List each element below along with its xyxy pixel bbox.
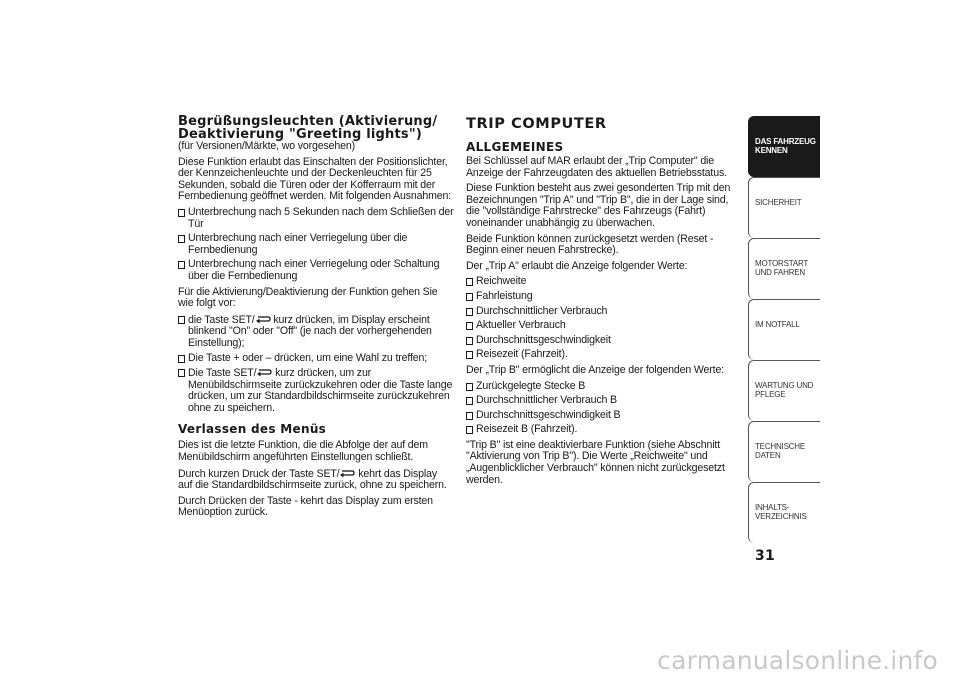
list-item: [178, 367, 454, 414]
step-text: Die Taste SET/: [188, 367, 257, 380]
list-item: [178, 314, 454, 350]
tab-inhaltsverzeichnis[interactable]: INHALTS- VERZEICHNIS: [748, 482, 820, 543]
greeting-intro: Diese Funktion erlaubt das Einschalten der Positionslichter, der Kennzeichenleuchte und der Deckenleuchten für 25 Sekunden, sobald die Türen oder der Kofferraum mit der Fernbedienung geöffnet werden. Mit folgenden Ausnahmen:: [178, 155, 452, 203]
chapter-tabs: [748, 116, 820, 543]
list-item: Unterbrechung nach einer Verriegelung über die Fernbedienung: [178, 233, 454, 256]
tab-das-fahrzeug-kennen[interactable]: DAS FAHRZEUG KENNEN: [748, 116, 820, 177]
list-item: Durchschnittlicher Verbrauch: [466, 306, 742, 318]
activation-intro: Für die Aktivierung/Deaktivierung der Funktion gehen Sie wie folgt vor:: [178, 285, 438, 310]
list-item: Aktueller Verbrauch: [466, 320, 742, 332]
list-item: Reisezeit (Fahrzeit).: [466, 349, 742, 361]
tab-motorstart-und-fahren[interactable]: MOTORSTART UND FAHREN: [748, 238, 820, 299]
paragraph: Diese Funktion besteht aus zwei gesonderten Trip mit den Bezeichnungen "Trip A" und "Trip B", die in der Lage sind, die "vollständige Fahrstrecke" des Fahrzeugs (Fahrt) voneinander unabhängig zu überwachen.: [466, 182, 731, 229]
list-item: Zurückgelegte Stecke B: [466, 381, 742, 393]
list-item: Durchschnittlicher Verbrauch B: [466, 395, 742, 407]
list-item: Durchschnittsgeschwindigkeit: [466, 335, 742, 347]
tab-im-notfall[interactable]: IM NOTFALL: [748, 299, 820, 360]
exit-text: Durch kurzen Druck der Taste SET/: [178, 467, 340, 480]
greeting-lights-heading: Begrüßungsleuchten (Aktivierung/ Deaktivierung "Greeting lights"): [178, 114, 438, 142]
tab-sicherheit[interactable]: SICHERHEIT: [748, 177, 820, 238]
exit-paragraph: Dies ist die letzte Funktion, die die Abfolge der auf dem Menübildschirm angeführten Einstellungen schließt.: [178, 439, 428, 464]
trip-b-list: [466, 381, 742, 436]
list-item: Unterbrechung nach 5 Sekunden nach dem Schließen der Tür: [178, 207, 454, 230]
step-text: die Taste SET/: [188, 313, 255, 326]
right-column: [466, 116, 742, 490]
list-item: Reisezeit B (Fahrzeit).: [466, 424, 742, 436]
list-item: Reichweite: [466, 276, 742, 288]
trip-computer-heading: TRIP COMPUTER: [466, 116, 607, 132]
return-arrow-icon: [256, 367, 272, 377]
activation-steps: [178, 314, 454, 415]
return-arrow-icon: [255, 314, 271, 324]
step-text: kurz drücken, um zur Menübildschirmseite zurückzukehren oder die Taste lange drücken, um zur Standardbildschirmseite zurückzukehren ohne zu speichern.: [188, 367, 453, 414]
list-item: Die Taste + oder – drücken, um eine Wahl zu treffen;: [178, 353, 454, 365]
trip-b-note: "Trip B" ist eine deaktivierbare Funktion (siehe Abschnitt "Aktivierung von Trip B"). Die Werte „Reichweite" und „Augenblicklicher Verbrauch" können nicht zurückgesetzt werden.: [466, 438, 725, 486]
trip-b-intro: Der „Trip B" ermöglicht die Anzeige der folgenden Werte:: [466, 363, 724, 376]
list-item: Fahrleistung: [466, 291, 742, 303]
exit-paragraph: [178, 468, 454, 492]
tab-technische-daten[interactable]: TECHNISCHE DATEN: [748, 421, 820, 482]
paragraph: Beide Funktion können zurückgesetzt werden (Reset - Beginn einer neuen Fahrstrecke).: [466, 232, 714, 257]
return-arrow-icon: [339, 468, 355, 478]
general-heading: ALLGEMEINES: [466, 140, 564, 154]
trip-a-list: [466, 276, 742, 361]
trip-a-intro: Der „Trip A" erlaubt die Anzeige folgender Werte:: [466, 259, 688, 272]
tab-wartung-und-pflege[interactable]: WARTUNG UND PFLEGE: [748, 360, 820, 421]
list-item: Unterbrechung nach einer Verriegelung oder Schaltung über die Fernbedienung: [178, 259, 454, 282]
exit-paragraph: Durch Drücken der Taste - kehrt das Display zum ersten Menüoption zurück.: [178, 494, 433, 519]
version-note: (für Versionen/Märkte, wo vorgesehen): [178, 140, 355, 152]
step-text: kurz drücken, im Display erscheint blinkend "On" oder "Off" (je nach der vorhergehenden Einstellung);: [188, 313, 432, 349]
page-number: 31: [755, 548, 776, 564]
watermark: carmanualsonline.info: [657, 646, 938, 675]
left-column: [178, 116, 454, 523]
exceptions-list: [178, 207, 454, 283]
exit-menu-heading: Verlassen des Menüs: [178, 422, 327, 437]
paragraph: Bei Schlüssel auf MAR erlaubt der „Trip Computer" die Anzeige der Fahrzeugdaten des aktuellen Betriebsstatus.: [466, 155, 727, 179]
list-item: Durchschnittsgeschwindigkeit B: [466, 410, 742, 422]
exit-text: kehrt das Display auf die Standardbildschirmseite zurück, ohne zu speichern.: [178, 467, 447, 492]
